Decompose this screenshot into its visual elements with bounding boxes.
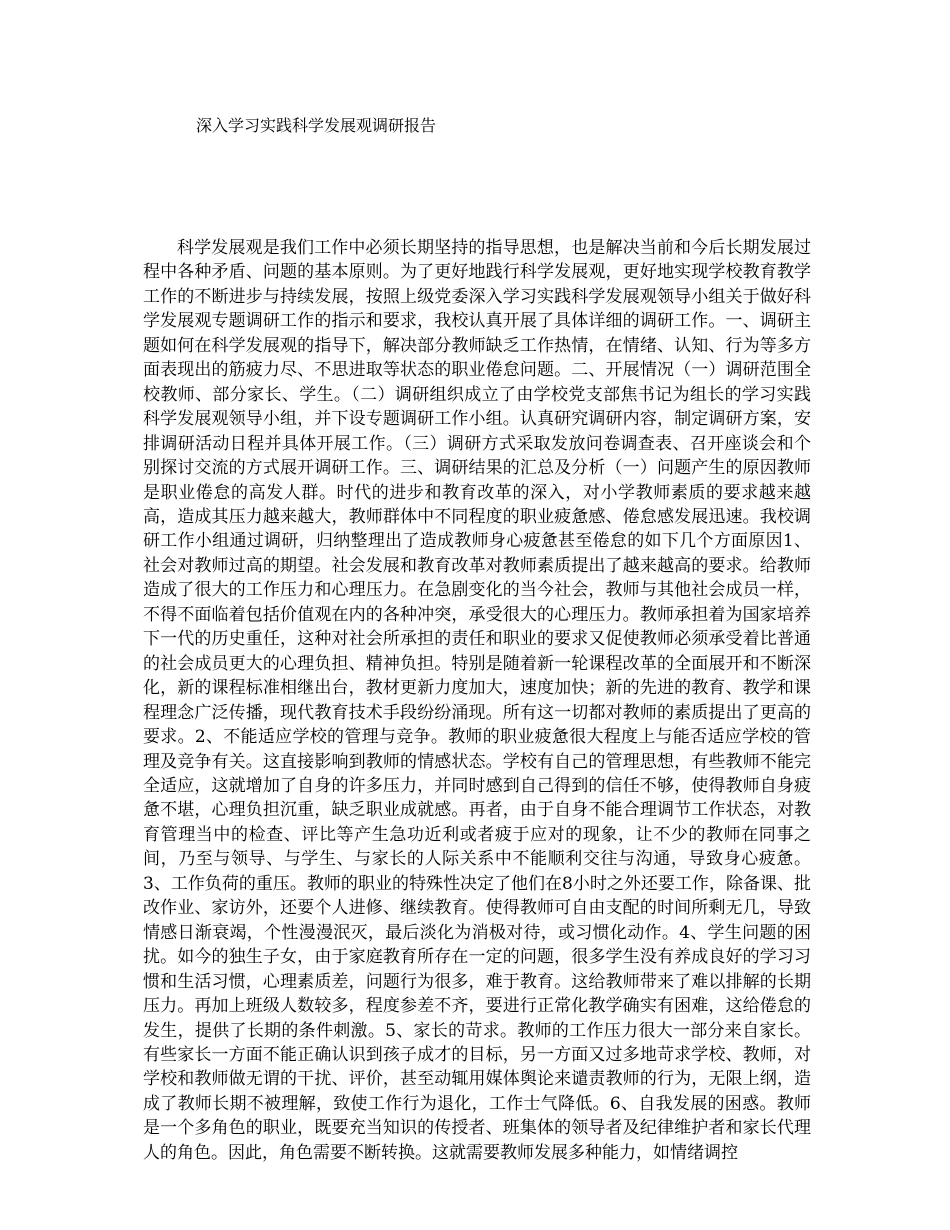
document-body-paragraph: 科学发展观是我们工作中必须长期坚持的指导思想，也是解决当前和今后长期发展过程中各种矛盾、问题的基本原则。为了更好地践行科学发展观，更好地实现学校教育教学工作的不断进步与持续发展，按照上级党委深入学习实践科学发展观领导小组关于做好科学发展观专题调研工作的指示和要求，我校认真开展了具体详细的调研工作。一、调研主题如何在科学发展观的指导下，解决部分教师缺乏工作热情，在情绪、认知、行为等多方面表现出的筋疲力尽、不思进取等状态的职业倦怠问题。二、开展情况（一）调研范围全校教师、部分家长、学生。（二）调研组织成立了由学校党支部焦书记为组长的学习实践科学发展观领导小组，并下设专题调研工作小组。认真研究调研内容，制定调研方案，安排调研活动日程并具体开展工作。（三）调研方式采取发放问卷调查表、召开座谈会和个别探讨交流的方式展开调研工作。三、调研结果的汇总及分析（一）问题产生的原因教师是职业倦怠的高发人群。时代的进步和教育改革的深入，对小学教师素质的要求越来越高，造成其压力越来越大，教师群体中不同程度的职业疲惫感、倦怠感发展迅速。我校调研工作小组通过调研，归纳整理出了造成教师身心疲惫甚至倦怠的如下几个方面原因1、社会对教师过高的期望。社会发展和教育改革对教师素质提出了越来越高的要求。给教师造成了很大的工作压力和心理压力。在急剧变化的当今社会，教师与其他社会成员一样，不得不面临着包括价值观在内的各种冲突，承受很大的心理压力。教师承担着为国家培养下一代的历史重任，这种对社会所承担的责任和职业的要求又促使教师必须承受着比普通的社会成员更大的心理负担、精神负担。特别是随着新一轮课程改革的全面展开和不断深化，新的课程标准相继出台，教材更新力度加大，速度加快；新的先进的教育、教学和课程理念广泛传播，现代教育技术手段纷纷涌现。所有这一切都对教师的素质提出了更高的要求。2、不能适应学校的管理与竞争。教师的职业疲惫很大程度上与能否适应学校的管理及竞争有关。这直接影响到教师的情感状态。学校有自己的管理思想，有些教师不能完全适应，这就增加了自身的许多压力，并同时感到自己得到的信任不够，使得教师自身疲惫不堪，心理负担沉重，缺乏职业成就感。再者，由于自身不能合理调节工作状态，对教育管理当中的检查、评比等产生急功近利或者疲于应对的现象，让不少的教师在同事之间，乃至与领导、与学生、与家长的人际关系中不能顺利交往与沟通，导致身心疲惫。3、工作负荷的重压。教师的职业的特殊性决定了他们在8小时之外还要工作，除备课、批改作业、家访外，还要个人进修、继续教育。使得教师可自由支配的时间所剩无几，导致情感日渐衰竭，个性漫漫泯灭，最后淡化为消极对待，或习惯化动作。4、学生问题的困扰。如今的独生子女，由于家庭教育所存在一定的问题，很多学生没有养成良好的学习习惯和生活习惯，心理素质差，问题行为很多，难于教育。这给教师带来了难以排解的长期压力。再加上班级人数较多，程度参差不齐，要进行正常化教学确实有困难，这给倦怠的发生，提供了长期的条件刺激。5、家长的苛求。教师的工作压力很大一部分来自家长。有些家长一方面不能正确认识到孩子成才的目标，另一方面又过多地苛求学校、教师，对学校和教师做无谓的干扰、评价，甚至动辄用媒体舆论来谴责教师的行为，无限上纲，造成了教师长期不被理解，致使工作行为退化，工作士气降低。6、自我发展的困惑。教师是一个多角色的职业，既要充当知识的传授者、班集体的领导者及纪律维护者和家长代理人的角色。因此，角色需要不断转换。这就需要教师发展多种能力，如情绪调控 bbox=[143, 238, 811, 1163]
document-title: 深入学习实践科学发展观调研报告 bbox=[196, 116, 437, 135]
